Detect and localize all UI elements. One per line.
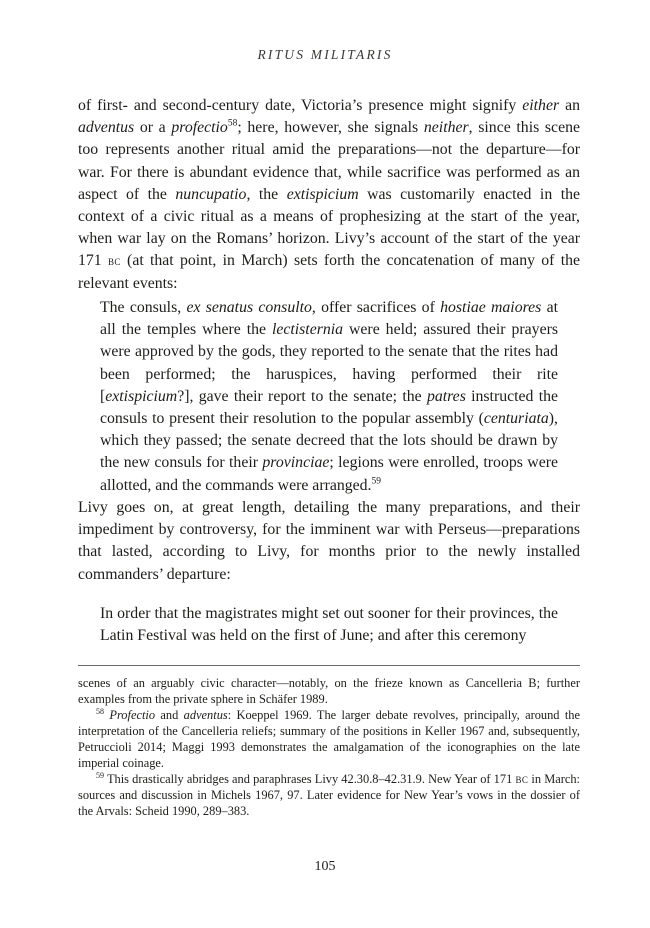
italic-term: neither [423, 119, 469, 137]
text-run: an [559, 97, 580, 114]
text-run: instructed the consuls to present their resolution to the popular assembly ( [100, 387, 558, 428]
text-run: ; here, however, she signals [237, 119, 424, 137]
footnote-ref-58[interactable]: 58 [227, 118, 238, 129]
text-run: or a [134, 119, 172, 137]
text-run: of first- and second-century date, Victoria’s presence might signify [78, 97, 523, 114]
italic-term: Profectio [109, 708, 156, 722]
text-run: , since this scene too represents another ritual amid the preparations—not the departure—for war. For there is abundant evidence that, while sacrifice was performed as an aspect of the [78, 119, 580, 203]
text-run: at all the temples where the [100, 299, 558, 339]
small-caps-era: bc [107, 253, 121, 269]
footnote-continuation: scenes of an arguably civic character—notably, on the frieze known as Cancelleria B; further examples from the private sphere in Schäfer 1989. [78, 676, 580, 706]
italic-term: extispicium [286, 185, 359, 203]
italic-term: adventus [183, 708, 228, 722]
italic-term: adventus [78, 119, 135, 137]
footnote-rule [78, 665, 580, 666]
text-run: , the [246, 185, 287, 203]
footnotes [78, 675, 580, 819]
text-run: was customarily enacted in the context of a civic ritual as a means of prophesizing at the start of the year, when war lay on the Romans’ horizon. Livy’s account of the start of the year 171 [78, 185, 580, 270]
body-paragraph-2 [78, 497, 580, 586]
italic-term: extispicium [105, 387, 178, 405]
text-run: This drastically abridges and paraphrases Livy 42.30.8–42.31.9. New Year of 171 [106, 772, 516, 786]
italic-term: profectio [171, 119, 228, 137]
text-run: ?], gave their report to the senate; the [177, 387, 427, 405]
text-run: and [155, 708, 184, 722]
text-run: : Koeppel 1969. The larger debate revolves, principally, around the interpretation of the Cancelleria reliefs; summary of the positions in Keller 1967 and, subsequently, Petruccioli 2014; Maggi 1993 demonstrates the amalgamation of the iconographies on the late imperial coinage. [78, 708, 580, 770]
italic-term: hostiae maiores [440, 299, 542, 316]
footnote-58 [78, 707, 580, 771]
text-run: were held; assured their prayers were approved by the gods, they reported to the senate that the rites had been performed; the haruspices, having performed their rite [ [100, 321, 558, 405]
small-caps-era: bc [515, 771, 529, 786]
italic-term: lectisternia [271, 321, 344, 339]
italic-term: nuncupatio [175, 185, 247, 203]
italic-term: centuriata [483, 410, 549, 428]
text-run: (at that point, in March) sets forth the concatenation of many of the relevant events: [78, 252, 580, 292]
footnote-ref-59[interactable]: 59 [371, 476, 382, 487]
body-paragraph-1 [78, 95, 580, 295]
text-run: The consuls, [100, 299, 187, 316]
text-run: ), which they passed; the senate decreed that the lots should be drawn by the new consuls for their [100, 410, 558, 472]
italic-term: provinciae [262, 454, 330, 472]
quote-text: In order that the magistrates might set out sooner for their provinces, the Latin Festival was held on the first of June; and after this ceremony [100, 605, 558, 645]
text-run: ; legions were enrolled, troops were allotted, and the commands were arranged. [100, 454, 558, 494]
running-head: RITUS MILITARIS [257, 47, 393, 62]
text-run: in March: sources and discussion in Michels 1967, 97. Later evidence for New Year’s vows in the dossier of the Arvals: Scheid 1990, 289–383. [78, 772, 580, 818]
block-quote-2 [100, 603, 558, 647]
page-number: 105 [314, 859, 336, 874]
block-quote-1 [100, 297, 558, 497]
italic-term: patres [426, 387, 466, 405]
footnote-59 [78, 771, 580, 819]
footnote-number: 59 [96, 770, 104, 780]
italic-term: either [522, 97, 560, 114]
italic-term: ex senatus consulto [186, 299, 312, 316]
footnote-number: 58 [96, 706, 104, 716]
text-run: , offer sacrifices of [311, 299, 441, 316]
paragraph-text: Livy goes on, at great length, detailing the many preparations, and their impediment by controversy, for the imminent war with Perseus—preparations that lasted, according to Livy, for months prior to the newly installed commanders’ departure: [78, 499, 580, 583]
